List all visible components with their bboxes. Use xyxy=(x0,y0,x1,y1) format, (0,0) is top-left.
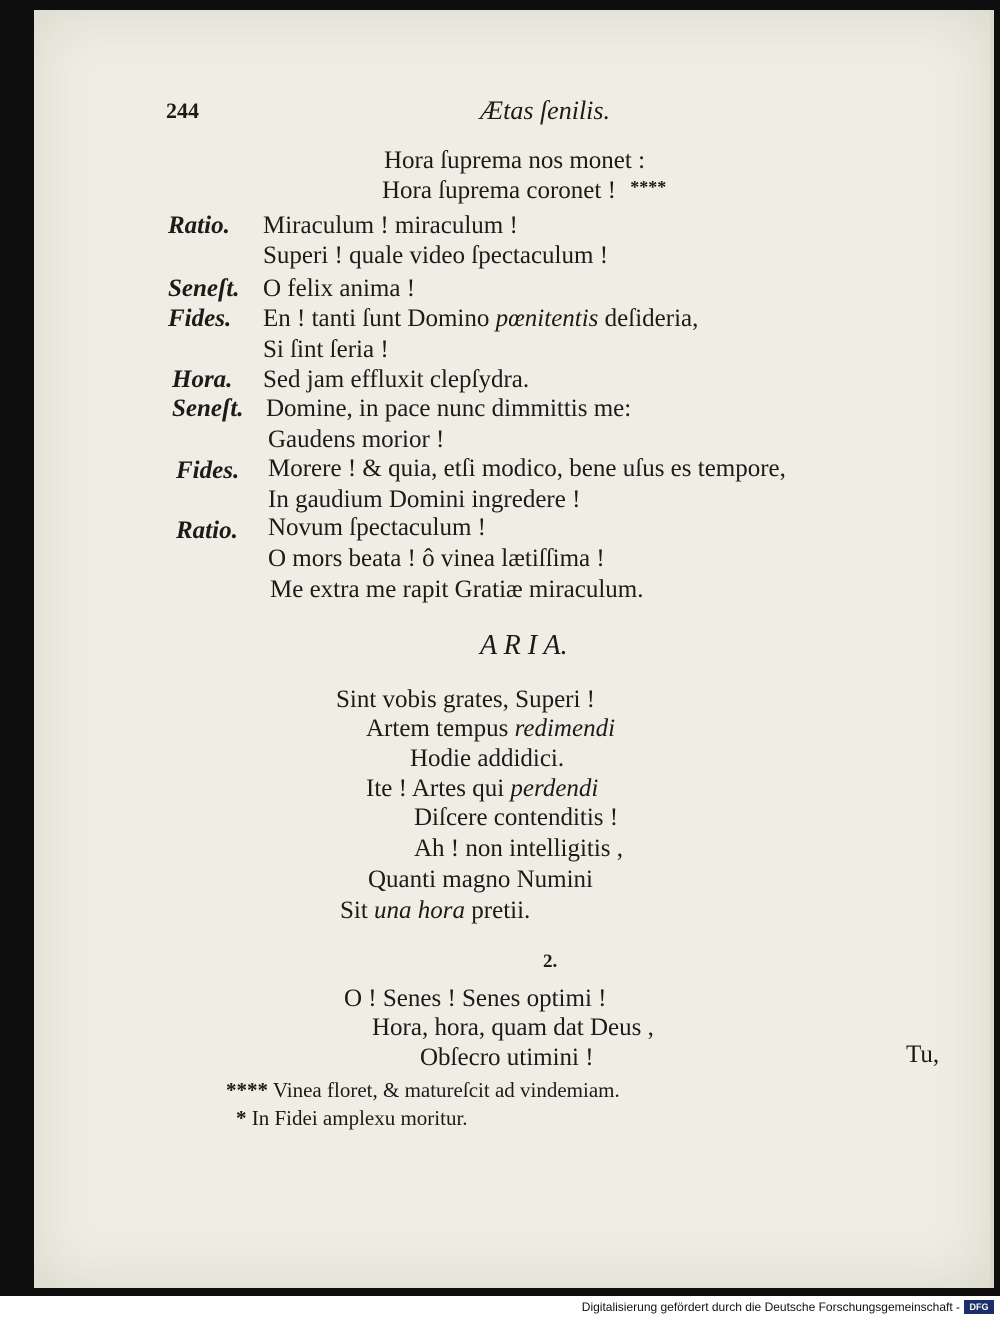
verse-line: Ah ! non intelligitis , xyxy=(414,835,624,862)
speaker-label: Seneſt. xyxy=(168,275,240,302)
verse-line: Hodie addidici. xyxy=(410,745,565,772)
verse-line: Obſecro utimini ! xyxy=(420,1044,594,1071)
dialogue-line: Si ſint ſeria ! xyxy=(263,336,389,363)
footnote-mark: **** xyxy=(630,177,667,197)
dialogue-line: O mors beata ! ô vinea lætiſſima ! xyxy=(268,545,605,572)
verse-line: Diſcere contenditis ! xyxy=(414,804,619,831)
page-edge xyxy=(990,10,994,1288)
verse-line: Sit una hora pretii. xyxy=(340,897,531,924)
dialogue-line: Superi ! quale video ſpectaculum ! xyxy=(263,242,609,269)
catchword: Tu, xyxy=(906,1041,940,1068)
dialogue-line: Hora ſuprema coronet ! **** xyxy=(382,177,667,204)
verse-line: Hora, hora, quam dat Deus , xyxy=(372,1014,654,1041)
dialogue-line: Me extra me rapit Gratiæ miraculum. xyxy=(270,576,644,603)
speaker-label: Hora. xyxy=(172,366,233,393)
funding-credit: Digitalisierung gefördert durch die Deutsche Forschungsgemeinschaft - xyxy=(581,1300,960,1314)
verse-line: Sint vobis grates, Superi ! xyxy=(336,686,596,713)
dialogue-line: In gaudium Domini ingredere ! xyxy=(268,486,581,513)
speaker-label: Ratio. xyxy=(168,212,230,239)
dialogue-line: O felix anima ! xyxy=(263,275,416,302)
digitization-footer xyxy=(0,1296,1000,1319)
speaker-label: Seneſt. xyxy=(172,395,244,422)
dialogue-line: Miraculum ! miraculum ! xyxy=(263,212,518,239)
speaker-label: Fides. xyxy=(168,305,232,332)
dialogue-line: Hora ſuprema nos monet : xyxy=(384,147,646,174)
speaker-label: Ratio. xyxy=(176,517,238,544)
verse-line: O ! Senes ! Senes optimi ! xyxy=(344,985,607,1012)
verse-line: Quanti magno Numini xyxy=(368,866,593,893)
dialogue-line: Sed jam effluxit clepſydra. xyxy=(263,366,530,393)
running-title: Ætas ſenilis. xyxy=(480,96,611,125)
speaker-label: Fides. xyxy=(176,457,240,484)
footnote: * In Fidei amplexu moritur. xyxy=(236,1106,468,1130)
dialogue-line: Gaudens morior ! xyxy=(268,426,445,453)
dialogue-line: Novum ſpectaculum ! xyxy=(268,514,486,541)
dialogue-line: Domine, in pace nunc dimmittis me: xyxy=(266,395,632,422)
dfg-logo: DFG xyxy=(964,1300,994,1314)
dialogue-line: En ! tanti ſunt Domino pœnitentis deſideria, xyxy=(263,305,699,332)
aria-heading: A R I A. xyxy=(480,630,568,661)
verse-line: Ite ! Artes qui perdendi xyxy=(366,775,599,802)
page-number: 244 xyxy=(166,98,199,123)
verse-number: 2. xyxy=(543,951,558,972)
verse-line: Artem tempus redimendi xyxy=(366,715,616,742)
dialogue-line: Morere ! & quia, etſi modico, bene uſus es tempore, xyxy=(268,455,786,482)
footnote: **** Vinea floret, & matureſcit ad vindemiam. xyxy=(226,1078,620,1102)
